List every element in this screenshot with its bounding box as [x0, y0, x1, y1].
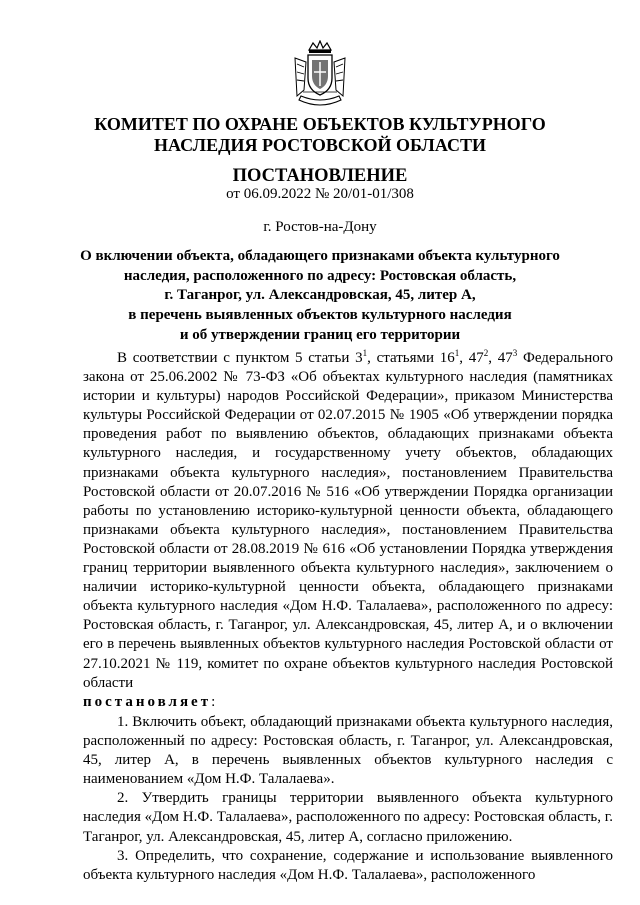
subject-line-5: и об утверждении границ его территории	[179, 326, 461, 343]
decree-items	[83, 713, 613, 885]
document-subject	[80, 247, 560, 346]
city: г. Ростов-на-Дону	[263, 219, 377, 235]
decree-item-2: 2. Утвердить границы территории выявленного объекта культурного наследия «Дом Н.Ф. Талалаева», расположенного по адресу: Ростовская область, г. Таганрог, ул. Александровская, 45, литер А, согласно приложению.	[83, 790, 613, 845]
document-number: от 06.09.2022 № 20/01-01/308	[226, 186, 414, 202]
decree-colon: :	[211, 693, 216, 710]
org-line-1: КОМИТЕТ ПО ОХРАНЕ ОБЪЕКТОВ КУЛЬТУРНОГО	[94, 114, 546, 134]
decree-item-3: 3. Определить, что сохранение, содержание и использование выявленного объекта культурного наследия «Дом Н.Ф. Талалаева», расположенного	[83, 847, 613, 883]
preamble	[83, 349, 613, 712]
superscript: 2	[483, 348, 489, 358]
superscript: 3	[512, 348, 518, 358]
superscript: 1	[454, 348, 460, 358]
decree-word-line	[83, 693, 613, 712]
subject-line-2: наследия, расположенного по адресу: Ростовская область,	[123, 267, 517, 284]
preamble-text-5: Федерального закона от 25.06.2002 № 73-ФЗ «Об объектах культурного наследия (памятниках истории и культуры) народов Российской Федерации», приказом Министерства культуры Российской Федерации от 02.07.2015 № 1905 «Об утверждении порядка проведения работ по выявлению объектов, обладающих признаками объекта культурного наследия, и государственному учету объектов, обладающих признаками объекта культурного наследия», постановлением Правительства Ростовской области от 20.07.2016 № 516 «Об утверждении Порядка организации работы по установлению историко-культурной ценности объекта, обладающего признаками объекта культурного наследия», постановлением Правительства Ростовской области от 28.08.2019 № 616 «Об установлении Порядка утверждения границ территории выявленного объекта культурного наследия», заключением о наличии историко-культурной ценности объекта, обладающего признаками объекта культурного наследия «Дом Н.Ф. Талалаева», расположенного по адресу: Ростовская область, г. Таганрог, ул. Александровская, 45, литер А, и о включении его в перечень выявленных объектов культурного наследия Ростовской области от 27.10.2021 № 119, комитет по охране объектов культурного наследия Ростовской области	[83, 350, 614, 691]
preamble-text-4: , 47	[488, 350, 513, 366]
subject-line-4: в перечень выявленных объектов культурного наследия	[128, 307, 512, 324]
decree-item-1: 1. Включить объект, обладающий признаками объекта культурного наследия, расположенный по адресу: Ростовская область, г. Таганрог, ул. Александровская, 45, литер А, в перечень выявленных объектов культурного наследия с наименованием «Дом Н.Ф. Талалаева».	[83, 714, 613, 788]
decree-word: постановляет	[83, 693, 212, 710]
preamble-paragraph	[83, 349, 613, 693]
subject-line-3: г. Таганрог, ул. Александровская, 45, литер А,	[164, 287, 476, 304]
organization-name	[0, 114, 640, 156]
org-line-2: НАСЛЕДИЯ РОСТОВСКОЙ ОБЛАСТИ	[154, 135, 486, 155]
preamble-text-1: В соответствии с пунктом 5 статьи 3	[117, 350, 363, 366]
preamble-text-2: , статьями 16	[367, 350, 455, 366]
preamble-text-3: , 47	[459, 350, 484, 366]
coat-of-arms-emblem	[289, 40, 351, 110]
superscript: 1	[362, 348, 368, 358]
document-type: ПОСТАНОВЛЕНИЕ	[232, 166, 408, 186]
subject-line-1: О включении объекта, обладающего признаками объекта культурного	[80, 248, 560, 264]
